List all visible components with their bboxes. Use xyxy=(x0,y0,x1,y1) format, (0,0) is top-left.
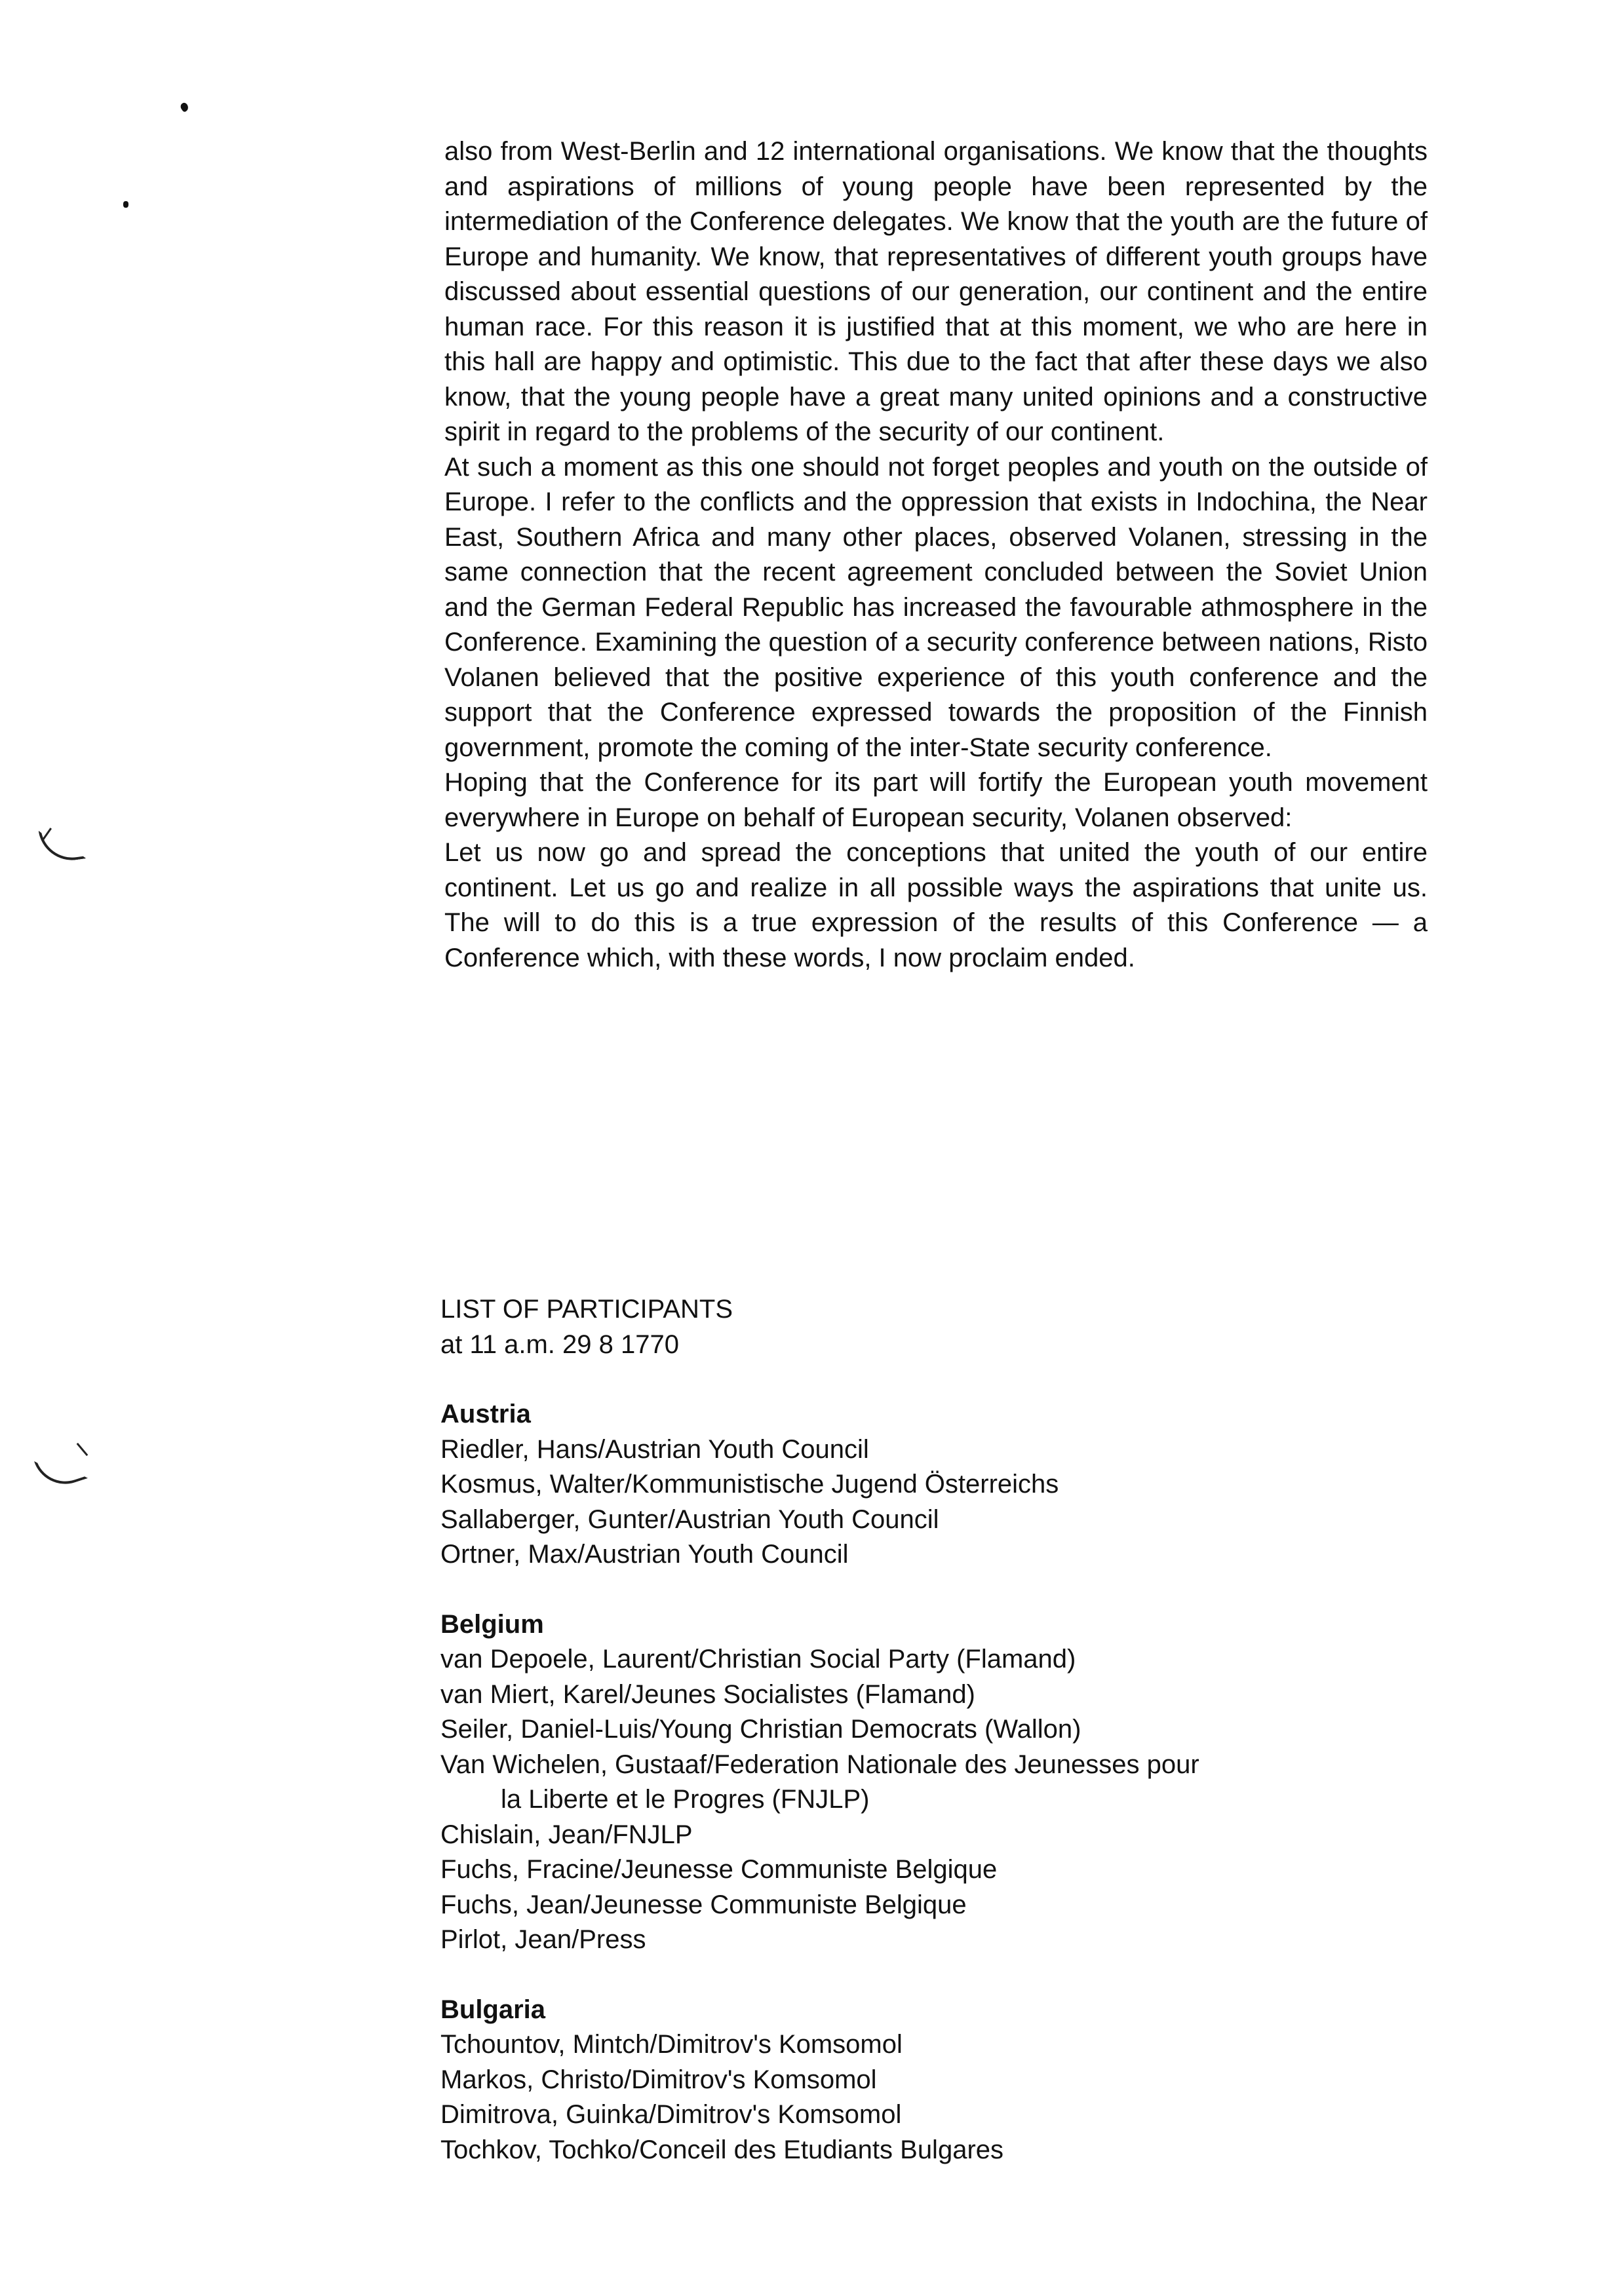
participant-entry: Riedler, Hans/Austrian Youth Council xyxy=(440,1434,869,1464)
country-section-bulgaria xyxy=(440,1993,1424,2168)
participant-entry: Tochkov, Tochko/Conceil des Etudiants Bulgares xyxy=(440,2135,1004,2164)
speech-text xyxy=(444,134,1428,976)
country-heading: Austria xyxy=(440,1400,531,1428)
punch-hole-mark xyxy=(34,1447,88,1492)
country-section-austria xyxy=(440,1397,1424,1573)
speech-paragraph: At such a moment as this one should not forget peoples and youth on the outside of Europe. I refer to the conflicts and the oppression that exists in Indochina, the Near East, Southern Africa and many other places, observed Volanen, stressing in the same connection that the recent agreement concluded between the Soviet Union and the German Federal Republic has increased the favourable athmosphere in the Conference. Examining the question of a security conference between nations, Risto Volanen believed that the positive experience of this youth conference and the support that the Conference expressed towards the proposition of the Finnish government, promote the coming of the inter-State security conference. xyxy=(444,452,1428,762)
participant-entry: Kosmus, Walter/Kommunistische Jugend Österreichs xyxy=(440,1470,1059,1499)
country-section-belgium xyxy=(440,1607,1424,1958)
participant-entry: Ortner, Max/Austrian Youth Council xyxy=(440,1540,849,1569)
participant-entry: van Miert, Karel/Jeunes Socialistes (Flamand) xyxy=(440,1679,975,1709)
list-subtitle: at 11 a.m. 29 8 1770 xyxy=(440,1330,679,1359)
participant-entry: Markos, Christo/Dimitrov's Komsomol xyxy=(440,2065,877,2094)
participant-entry: Dimitrova, Guinka/Dimitrov's Komsomol xyxy=(440,2100,902,2129)
country-heading: Belgium xyxy=(440,1609,544,1639)
participant-entry: Seiler, Daniel-Luis/Young Christian Democrats (Wallon) xyxy=(440,1715,1081,1744)
participant-entry: Van Wichelen, Gustaaf/Federation Nationale des Jeunesses pour xyxy=(440,1750,1199,1779)
speech-paragraph: also from West-Berlin and 12 international organisations. We know that the thoughts and aspirations of millions of young people have been represented by the intermediation of the Conference delegates. We know that the youth are the future of Europe and humanity. We know, that representatives of different youth groups have discussed about essential questions of our generation, our continent and the entire human race. For this reason it is justified that at this moment, we who are here in this hall are happy and optimistic. This due to the fact that after these days we also know, that the young people have a great many united opinions and a constructive spirit in regard to the problems of the security of our continent. xyxy=(444,137,1428,446)
participant-entry: Sallaberger, Gunter/Austrian Youth Council xyxy=(440,1504,939,1534)
speech-paragraph: Hoping that the Conference for its part will fortify the European youth movement everywhere in Europe on behalf of European security, Volanen observed: xyxy=(444,768,1428,832)
country-heading: Bulgaria xyxy=(440,1995,546,2024)
participant-entry: Chislain, Jean/FNJLP xyxy=(440,1820,693,1849)
participant-entry-continuation: la Liberte et le Progres (FNJLP) xyxy=(501,1785,870,1814)
participant-entry: van Depoele, Laurent/Christian Social Party (Flamand) xyxy=(440,1645,1076,1674)
participant-entry: Fuchs, Fracine/Jeunesse Communiste Belgique xyxy=(440,1855,998,1884)
scan-speck xyxy=(123,201,128,208)
participant-entry: Fuchs, Jean/Jeunesse Communiste Belgique xyxy=(440,1890,967,1919)
participant-entry: Pirlot, Jean/Press xyxy=(440,1925,646,1954)
participants-list xyxy=(440,1292,1424,2168)
participant-entry: Tchountov, Mintch/Dimitrov's Komsomol xyxy=(440,2030,903,2059)
speech-paragraph: Let us now go and spread the conceptions that united the youth of our entire continent. Let us go and realize in all possible ways the aspirations that unite us. The will to do this is a true expression of the results of this Conference — a Conference which, with these words, I now proclaim ended. xyxy=(444,838,1428,972)
list-title: LIST OF PARTICIPANTS xyxy=(440,1295,733,1324)
punch-hole-mark xyxy=(39,825,87,865)
scan-speck xyxy=(179,102,189,113)
